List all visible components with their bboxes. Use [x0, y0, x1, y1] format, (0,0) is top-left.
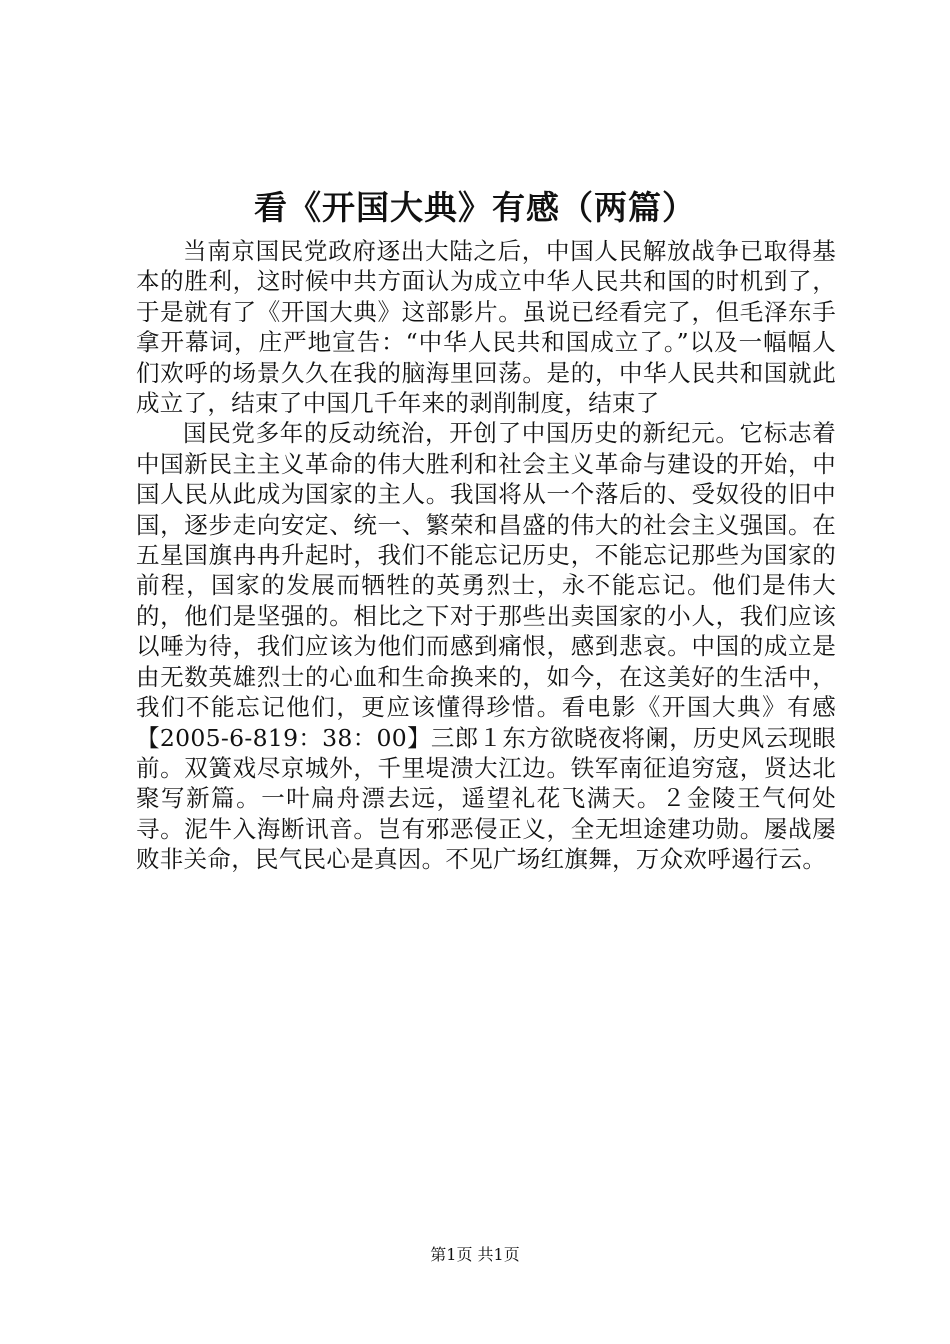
document-title: 看《开国大典》有感（两篇） [254, 188, 696, 227]
page-footer: 第1页 共1页 [430, 1245, 520, 1264]
paragraph-1: 当南京国民党政府逐出大陆之后，中国人民解放战争已取得基本的胜利，这时候中共方面认为成立中华人民共和国的时机到了，于是就有了《开国大典》这部影片。虽说已经看完了，但毛泽东手拿开幕词，庄严地宣告：“中华人民共和国成立了。”以及一幅幅人们欢呼的场景久久在我的脑海里回荡。是的，中华人民共和国就此成立了，结束了中国几千年来的剥削制度，结束了 [136, 237, 836, 418]
paragraph-2: 国民党多年的反动统治，开创了中国历史的新纪元。它标志着中国新民主主义革命的伟大胜利和社会主义革命与建设的开始，中国人民从此成为国家的主人。我国将从一个落后的、受奴役的旧中国，逐步走向安定、统一、繁荣和昌盛的伟大的社会主义强国。在五星国旗冉冉升起时，我们不能忘记历史，不能忘记那些为国家的前程，国家的发展而牺牲的英勇烈士，永不能忘记。他们是伟大的，他们是坚强的。相比之下对于那些出卖国家的小人，我们应该以唾为待，我们应该为他们而感到痛恨，感到悲哀。中国的成立是由无数英雄烈士的心血和生命换来的，如今，在这美好的生活中，我们不能忘记他们，更应该懂得珍惜。看电影《开国大典》有感【2005-6-819：38：00】三郎１东方欲晓夜将阑，历史风云现眼前。双簧戏尽京城外，千里堤溃大江边。铁军南征追穷寇，贤达北聚写新篇。一叶扁舟漂去远，遥望礼花飞满天。２金陵王气何处寻。泥牛入海断讯音。岂有邪恶侵正义，全无坦途建功勋。屡战屡败非关命，民气民心是真因。不见广场红旗舞，万众欢呼遏行云。 [136, 419, 836, 874]
document-body [136, 236, 836, 875]
